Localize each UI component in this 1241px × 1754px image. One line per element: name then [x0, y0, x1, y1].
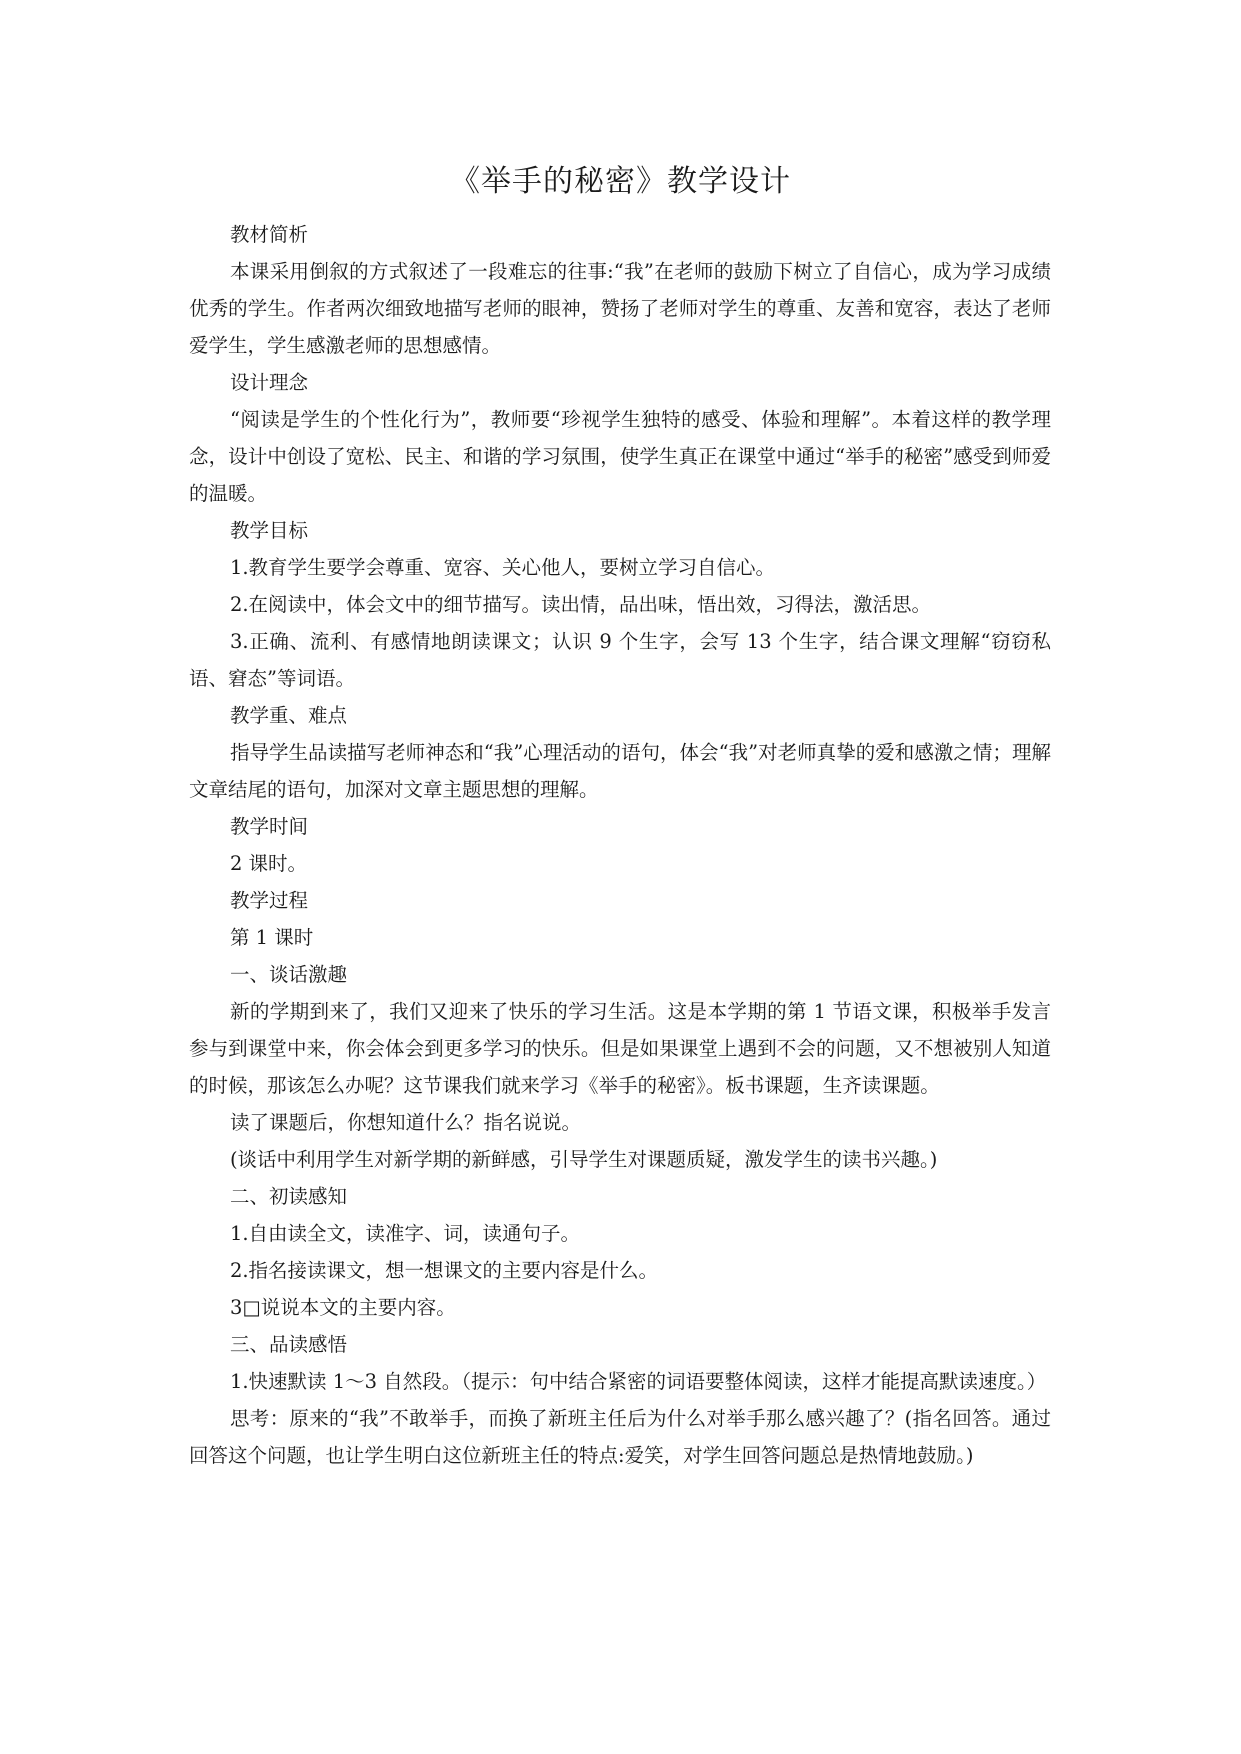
step-3-question: 思考：原来的“我”不敢举手，而换了新班主任后为什么对举手那么感兴趣了？(指名回答。通过回答这个问题，也让学生明白这位新班主任的特点:爱笑，对学生回答问题总是热情地鼓励。): [189, 1407, 1051, 1467]
paragraph-step-1-note: (谈话中利用学生对新学期的新鲜感，引导学生对课题质疑，激发学生的读书兴趣。): [229, 1148, 938, 1171]
goal-item-2: 2.在阅读中，体会文中的细节描写。读出情，品出味，悟出效，习得法，激活思。: [229, 593, 932, 616]
paragraph-step-1: 新的学期到来了，我们又迎来了快乐的学习生活。这是本学期的第 1 节语文课，积极举手发言参与到课堂中来，你会体会到更多学习的快乐。但是如果课堂上遇到不会的问题，又不想被别人知道的时候，那该怎么办呢？这节课我们就来学习《举手的秘密》。板书课题，生齐读课题。: [189, 1000, 1051, 1097]
paragraph-design-concept: “阅读是学生的个性化行为”，教师要“珍视学生独特的感受、体验和理解”。本着这样的教学理念，设计中创设了宽松、民主、和谐的学习氛围，使学生真正在课堂中通过“举手的秘密”感受到师爱的温暖。: [189, 408, 1051, 505]
step-2-item-2: 2.指名接读课文，想一想课文的主要内容是什么。: [229, 1259, 659, 1282]
step-heading-3: 三、品读感悟: [229, 1333, 347, 1356]
paragraph-material-analysis: 本课采用倒叙的方式叙述了一段难忘的往事:“我”在老师的鼓励下树立了自信心，成为学习成绩优秀的学生。作者两次细致地描写老师的眼神，赞扬了老师对学生的尊重、友善和宽容，表达了老师爱学生，学生感激老师的思想感情。: [189, 260, 1051, 357]
lesson-heading-1: 第 1 课时: [229, 926, 314, 949]
paragraph-step-1-question: 读了课题后，你想知道什么？指名说说。: [229, 1111, 581, 1134]
section-heading-teaching-goals: 教学目标: [229, 519, 308, 542]
document-title: 《举手的秘密》教学设计: [450, 164, 791, 199]
section-heading-design-concept: 设计理念: [229, 371, 308, 394]
paragraph-key-points: 指导学生品读描写老师神态和“我”心理活动的语句，体会“我”对老师真挚的爱和感激之情；理解文章结尾的语句，加深对文章主题思想的理解。: [189, 741, 1051, 801]
step-3-item-1: 1.快速默读 1～3 自然段。（提示：句中结合紧密的词语要整体阅读，这样才能提高默读速度。）: [229, 1370, 1047, 1393]
section-heading-teaching-time: 教学时间: [229, 815, 308, 838]
step-heading-1: 一、谈话激趣: [229, 963, 347, 986]
step-heading-2: 二、初读感知: [229, 1185, 347, 1208]
goal-item-3: 3.正确、流利、有感情地朗读课文；认识 9 个生字，会写 13 个生字，结合课文理解“窃窃私语、窘态”等词语。: [189, 630, 1051, 690]
step-2-item-3: 3□说说本文的主要内容。: [229, 1296, 456, 1319]
step-2-item-1: 1.自由读全文，读准字、词，读通句子。: [229, 1222, 581, 1245]
section-heading-material-analysis: 教材简析: [229, 223, 308, 246]
section-heading-teaching-process: 教学过程: [229, 889, 308, 912]
goal-item-1: 1.教育学生要学会尊重、宽容、关心他人，要树立学习自信心。: [229, 556, 776, 579]
section-heading-key-points: 教学重、难点: [229, 704, 347, 727]
document-body: [189, 216, 1051, 1474]
paragraph-teaching-time: 2 课时。: [229, 852, 308, 875]
